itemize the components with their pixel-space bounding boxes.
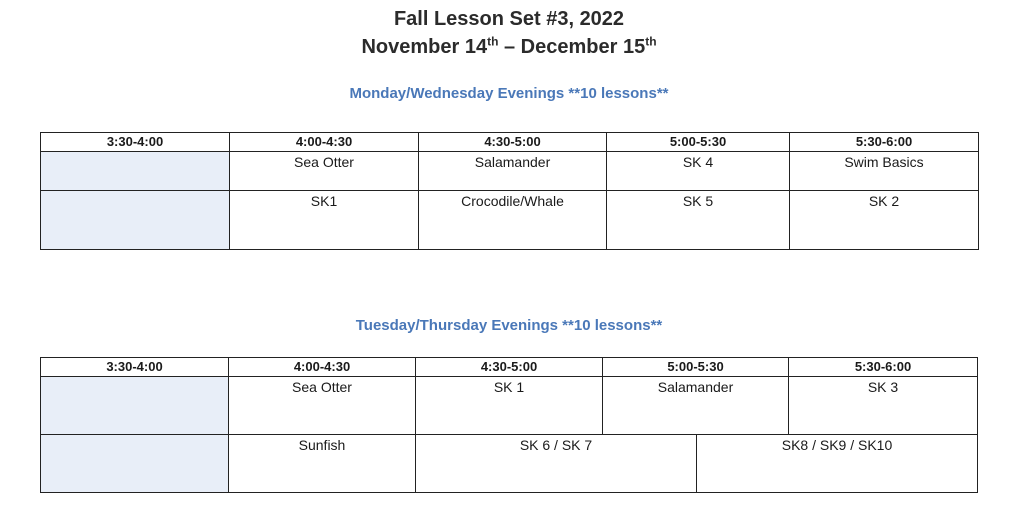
empty-shaded-cell [41, 152, 230, 191]
lesson-cell: Sea Otter [229, 377, 416, 435]
lesson-cell: SK 2 [790, 191, 979, 250]
tue-thu-heading: Tuesday/Thursday Evenings **10 lessons** [355, 317, 663, 334]
empty-shaded-cell [41, 435, 229, 493]
empty-shaded-cell [41, 191, 230, 250]
lesson-cell: Salamander [419, 152, 607, 191]
lesson-cell: Swim Basics [790, 152, 979, 191]
lesson-cell: Sunfish [229, 435, 416, 493]
time-slot-header: 3:30-4:00 [41, 358, 229, 377]
date-start: November 14 [361, 36, 488, 58]
time-slot-header: 5:30-6:00 [789, 358, 978, 377]
table-row [41, 377, 978, 435]
lesson-cell: SK 5 [607, 191, 790, 250]
time-slot-header: 4:30-5:00 [416, 358, 603, 377]
table-header-row [41, 358, 978, 377]
date-range [0, 36, 1018, 59]
date-start-suffix: th [487, 34, 499, 49]
table-header-row [41, 133, 979, 152]
lesson-cell: Crocodile/Whale [419, 191, 607, 250]
date-end-suffix: th [645, 34, 657, 49]
tue-thu-schedule-table [40, 357, 978, 493]
lesson-cell: Salamander [603, 377, 789, 435]
lesson-cell: SK 3 [789, 377, 978, 435]
time-slot-header: 4:30-5:00 [419, 133, 607, 152]
time-slot-header: 3:30-4:00 [41, 133, 230, 152]
empty-shaded-cell [41, 377, 229, 435]
mon-wed-schedule-table [40, 132, 979, 250]
time-slot-header: 4:00-4:30 [229, 358, 416, 377]
date-end: December 15 [520, 36, 646, 58]
time-slot-header: 5:30-6:00 [790, 133, 979, 152]
lesson-cell: SK 6 / SK 7 [416, 435, 697, 493]
lesson-cell: SK 4 [607, 152, 790, 191]
lesson-cell: SK 1 [416, 377, 603, 435]
table-row [41, 435, 978, 493]
table-row [41, 152, 979, 191]
page-title: Fall Lesson Set #3, 2022 [393, 8, 625, 30]
time-slot-header: 5:00-5:30 [603, 358, 789, 377]
lesson-cell: SK8 / SK9 / SK10 [697, 435, 978, 493]
lesson-cell: Sea Otter [230, 152, 419, 191]
date-separator: – [498, 36, 521, 58]
lesson-cell: SK1 [230, 191, 419, 250]
table-row [41, 191, 979, 250]
time-slot-header: 5:00-5:30 [607, 133, 790, 152]
time-slot-header: 4:00-4:30 [230, 133, 419, 152]
mon-wed-heading: Monday/Wednesday Evenings **10 lessons** [349, 85, 669, 102]
